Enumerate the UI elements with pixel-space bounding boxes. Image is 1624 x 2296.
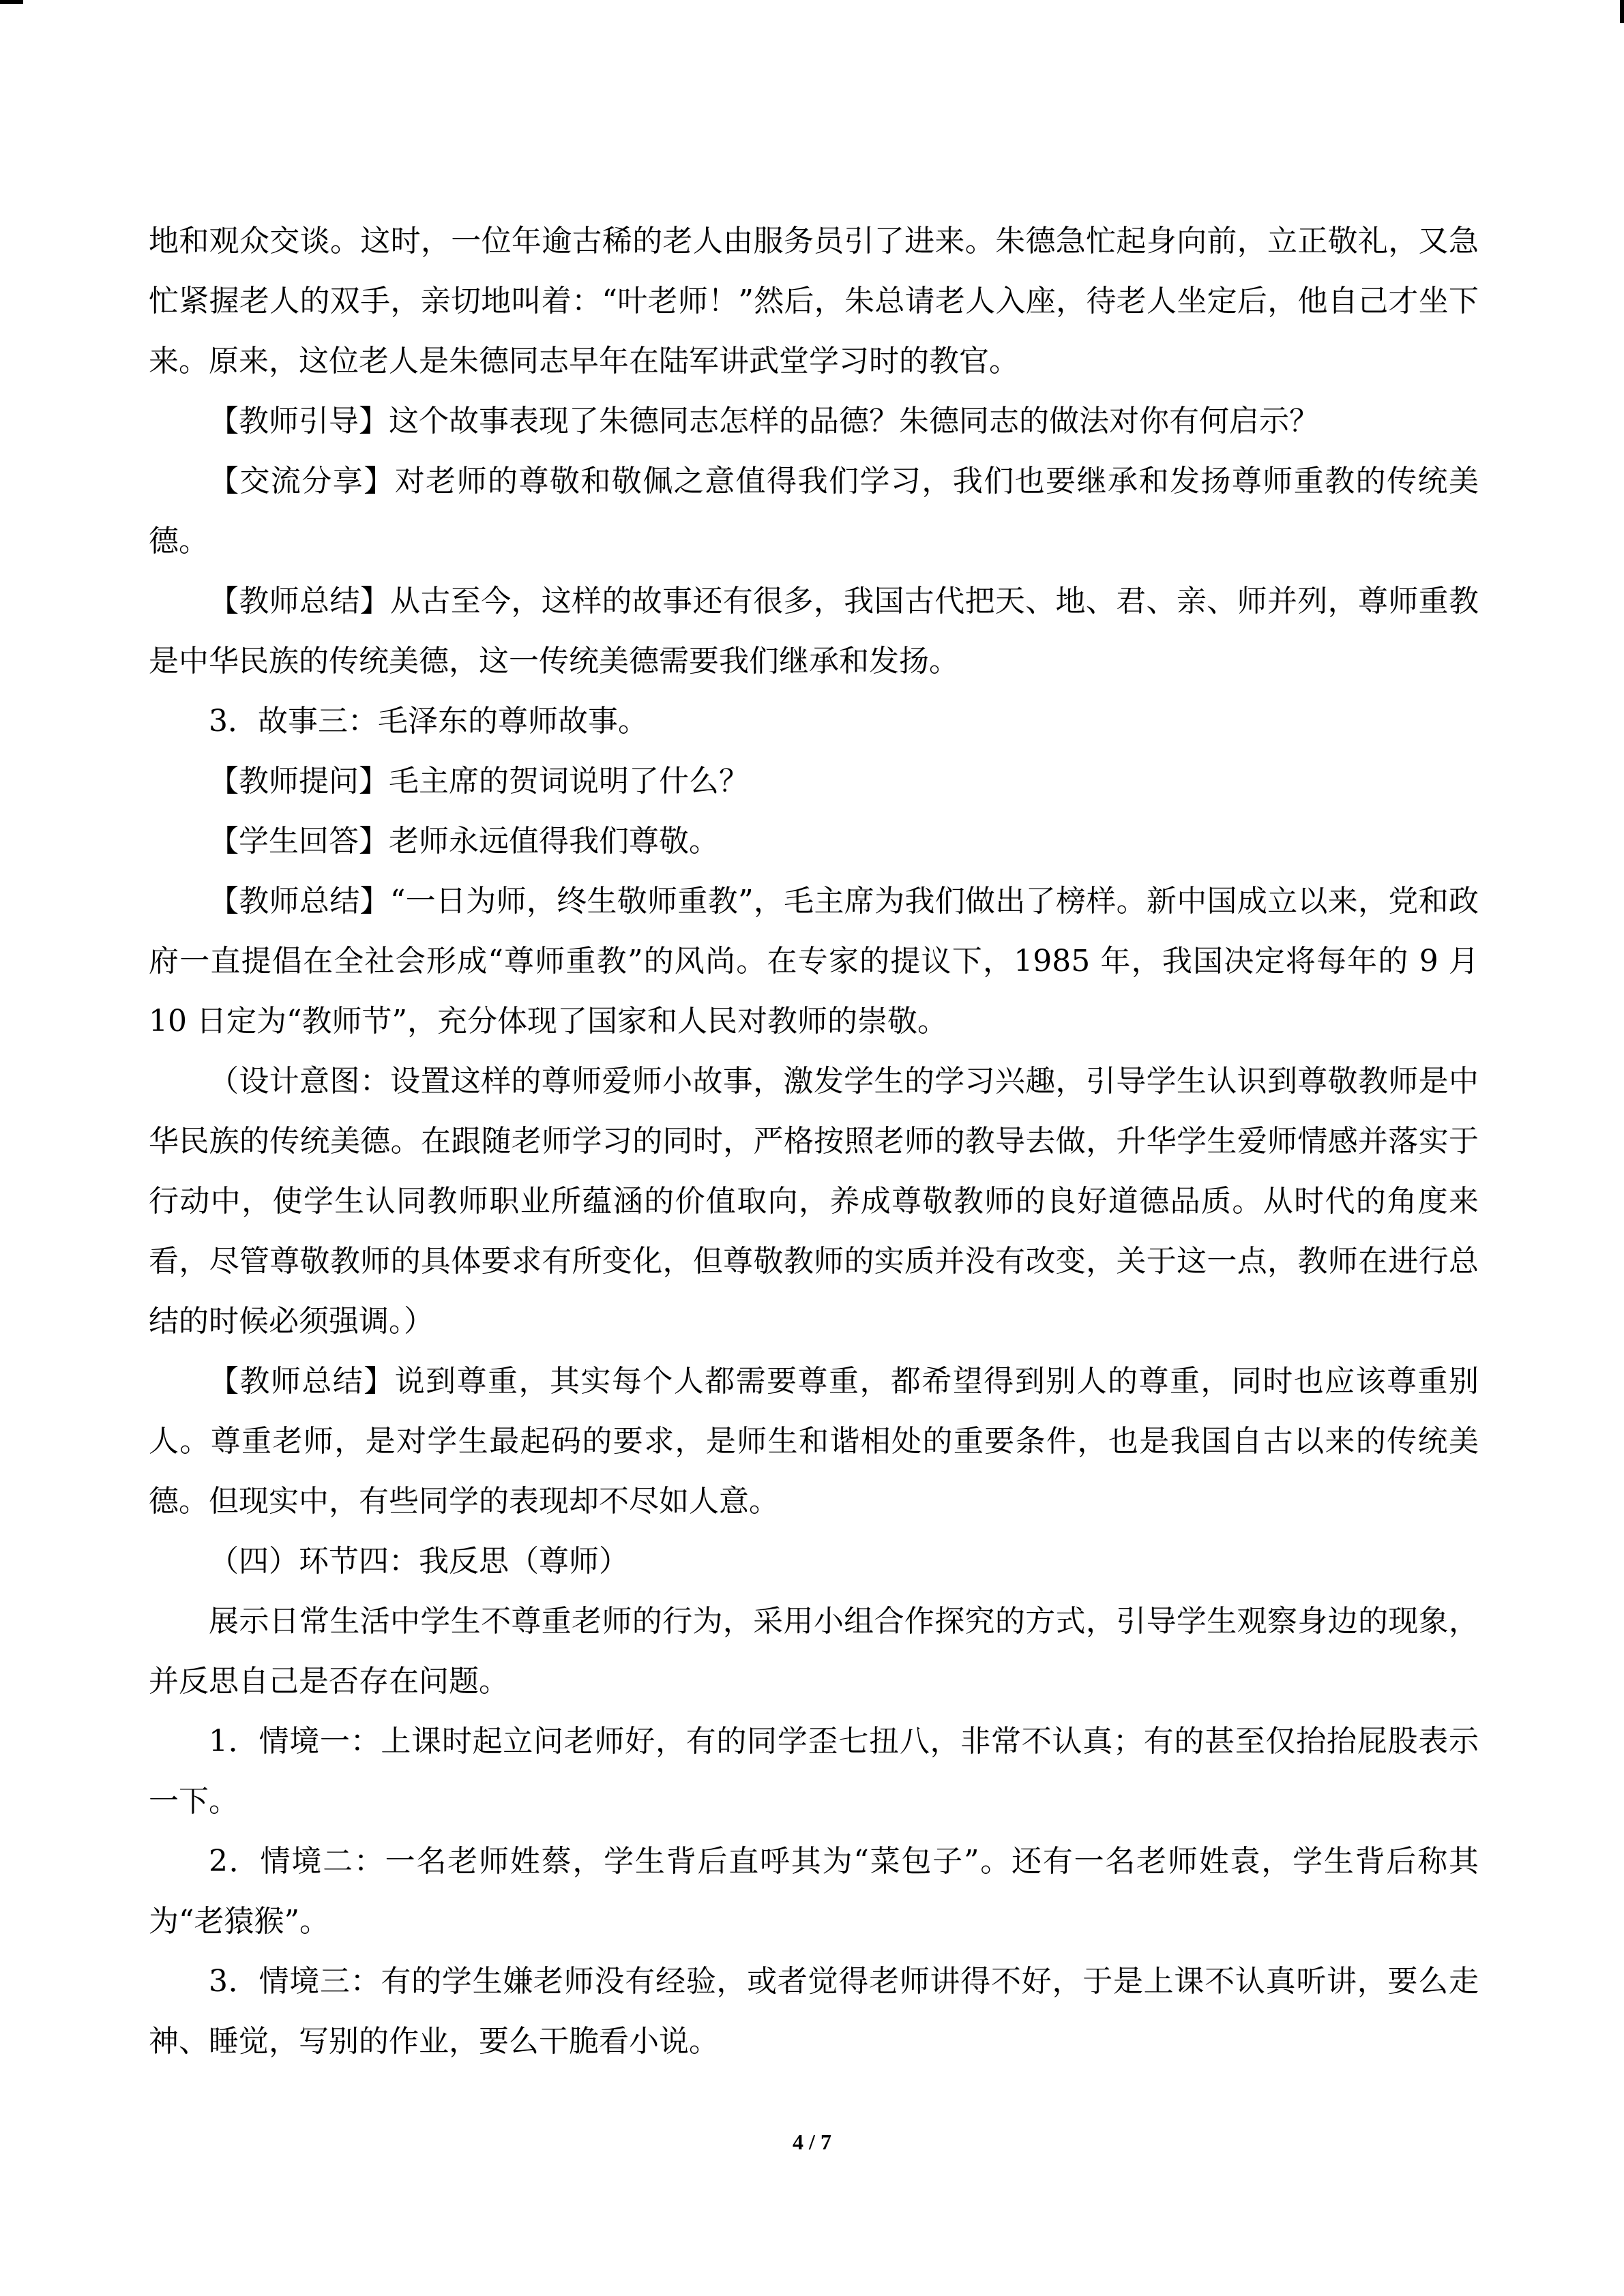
paragraph-teacher-summary-2: 【教师总结】“一日为师，终生敬师重教”，毛主席为我们做出了榜样。新中国成立以来，党和政府一直提倡在全社会形成“尊师重教”的风尚。在专家的提议下，1985 年，我国决定将每年的 9 月 10 日定为“教师节”，充分体现了国家和人民对教师的崇敬。	[149, 884, 1479, 1039]
paragraph-teacher-summary-3: 【教师总结】说到尊重，其实每个人都需要尊重，都希望得到别人的尊重，同时也应该尊重别人。尊重老师，是对学生最起码的要求，是师生和谐相处的重要条件，也是我国自古以来的传统美德。但现实中，有些同学的表现却不尽如人意。	[149, 1364, 1479, 1519]
paragraph-scenario-two: 2．情境二：一名老师姓蔡，学生背后直呼其为“菜包子”。还有一名老师姓袁，学生背后称其为“老猿猴”。	[149, 1844, 1479, 1939]
paragraph-teacher-question: 【教师提问】毛主席的贺词说明了什么？	[209, 764, 749, 799]
paragraph-student-answer: 【学生回答】老师永远值得我们尊敬。	[209, 824, 719, 859]
paragraph-teacher-guide: 【教师引导】这个故事表现了朱德同志怎样的品德？朱德同志的做法对你有何启示？	[209, 404, 1319, 438]
page-number: 4 / 7	[793, 2130, 831, 2154]
section-heading-step-four: （四）环节四：我反思（尊师）	[209, 1544, 629, 1579]
paragraph-step-four-intro: 展示日常生活中学生不尊重老师的行为，采用小组合作探究的方式，引导学生观察身边的现象，并反思自己是否存在问题。	[149, 1604, 1479, 1699]
paragraph-story-three: 3．故事三：毛泽东的尊师故事。	[209, 704, 648, 739]
paragraph-story-continuation: 地和观众交谈。这时，一位年逾古稀的老人由服务员引了进来。朱德急忙起身向前，立正敬礼，又急忙紧握老人的双手，亲切地叫着：“叶老师！”然后，朱总请老人入座，待老人坐定后，他自己才坐下来。原来，这位老人是朱德同志早年在陆军讲武堂学习时的教官。	[149, 224, 1479, 378]
paragraph-teacher-summary-1: 【教师总结】从古至今，这样的故事还有很多，我国古代把天、地、君、亲、师并列，尊师重教是中华民族的传统美德，这一传统美德需要我们继承和发扬。	[149, 584, 1479, 679]
document-body	[149, 211, 1479, 2072]
paragraph-scenario-three: 3．情境三：有的学生嫌老师没有经验，或者觉得老师讲得不好，于是上课不认真听讲，要么走神、睡觉，写别的作业，要么干脆看小说。	[149, 1964, 1479, 2059]
paragraph-exchange-share: 【交流分享】对老师的尊敬和敬佩之意值得我们学习，我们也要继承和发扬尊师重教的传统美德。	[149, 464, 1479, 558]
page-corner-mark-left	[0, 0, 23, 4]
paragraph-design-intent: （设计意图：设置这样的尊师爱师小故事，激发学生的学习兴趣，引导学生认识到尊敬教师是中华民族的传统美德。在跟随老师学习的同时，严格按照老师的教导去做，升华学生爱师情感并落实于行动中，使学生认同教师职业所蕴涵的价值取向，养成尊敬教师的良好道德品质。从时代的角度来看，尽管尊敬教师的具体要求有所变化，但尊敬教师的实质并没有改变，关于这一点，教师在进行总结的时候必须强调。）	[149, 1064, 1479, 1339]
page-corner-mark-right	[1620, 0, 1624, 23]
paragraph-scenario-one: 1．情境一：上课时起立问老师好，有的同学歪七扭八，非常不认真；有的甚至仅抬抬屁股表示一下。	[149, 1724, 1479, 1819]
